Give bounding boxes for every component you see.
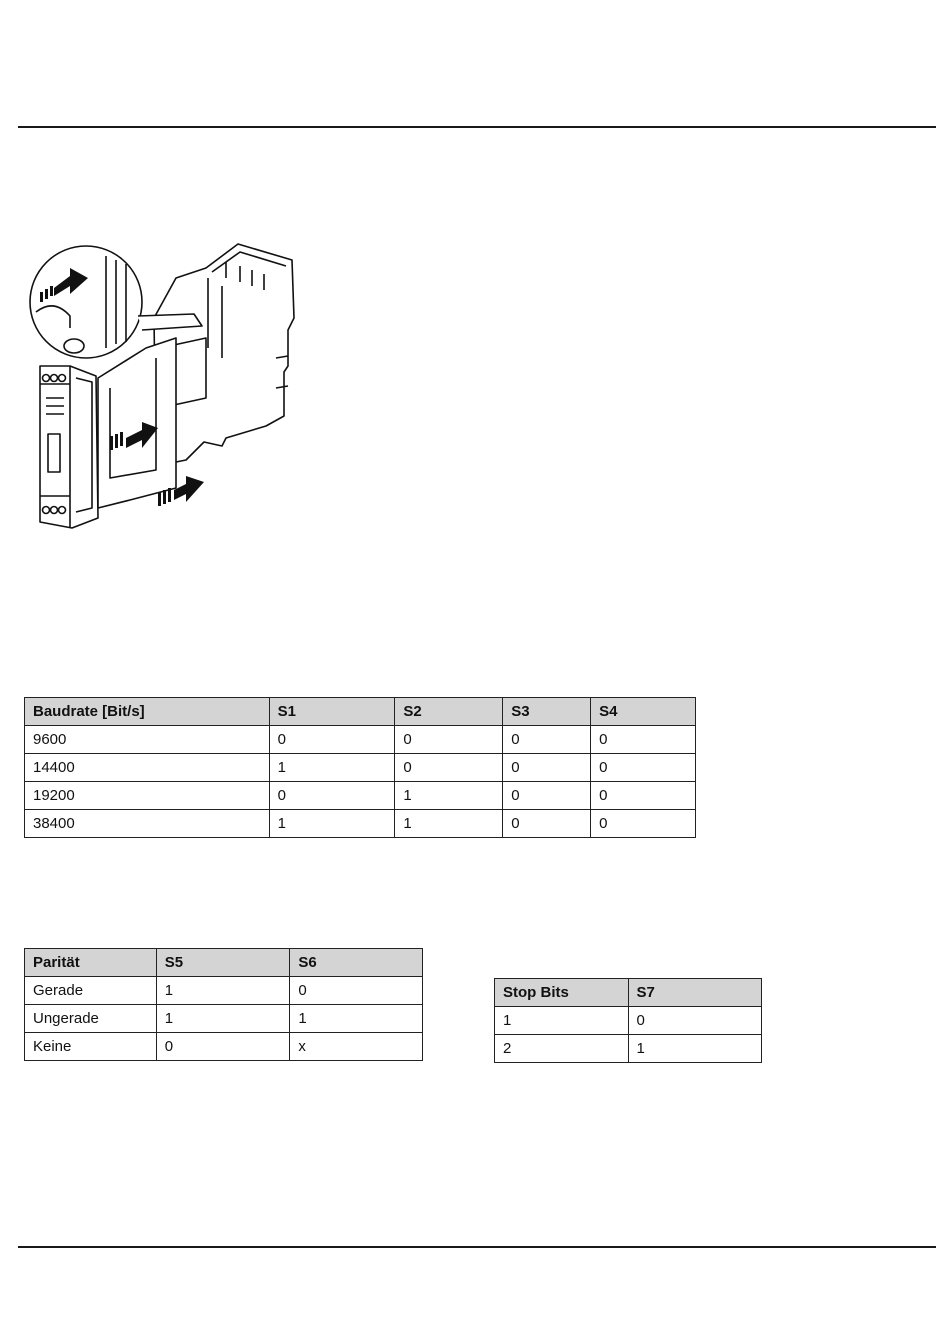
cell-s6: 1 xyxy=(290,1005,423,1033)
header-s1: S1 xyxy=(269,698,395,726)
cell-s4: 0 xyxy=(591,726,696,754)
baudrate-table xyxy=(24,697,696,838)
cell-s1: 0 xyxy=(269,782,395,810)
cell-baudrate: 19200 xyxy=(25,782,270,810)
cell-s2: 1 xyxy=(395,810,503,838)
cell-s3: 0 xyxy=(503,782,591,810)
header-s7: S7 xyxy=(628,979,761,1007)
table-row xyxy=(25,726,696,754)
cell-s4: 0 xyxy=(591,782,696,810)
header-baudrate: Baudrate [Bit/s] xyxy=(25,698,270,726)
table-row xyxy=(25,810,696,838)
cell-s2: 1 xyxy=(395,782,503,810)
cell-s3: 0 xyxy=(503,726,591,754)
cell-s2: 0 xyxy=(395,754,503,782)
cell-baudrate: 9600 xyxy=(25,726,270,754)
table-row xyxy=(25,1005,423,1033)
table-header-row xyxy=(25,698,696,726)
header-parity: Parität xyxy=(25,949,157,977)
bottom-rule xyxy=(18,1246,936,1248)
cell-s6: x xyxy=(290,1033,423,1061)
cell-s2: 0 xyxy=(395,726,503,754)
parity-table xyxy=(24,948,423,1061)
stop-bits-table xyxy=(494,978,762,1063)
header-s2: S2 xyxy=(395,698,503,726)
table-header-row xyxy=(25,949,423,977)
cell-baudrate: 38400 xyxy=(25,810,270,838)
table-row xyxy=(25,977,423,1005)
table-row xyxy=(495,1007,762,1035)
cell-s6: 0 xyxy=(290,977,423,1005)
cell-s3: 0 xyxy=(503,754,591,782)
cell-parity: Gerade xyxy=(25,977,157,1005)
housing-opening-drawing xyxy=(26,238,298,530)
table-header-row xyxy=(495,979,762,1007)
cell-baudrate: 14400 xyxy=(25,754,270,782)
cell-s5: 1 xyxy=(156,977,290,1005)
cell-s1: 0 xyxy=(269,726,395,754)
cell-parity: Ungerade xyxy=(25,1005,157,1033)
top-rule xyxy=(18,126,936,128)
table-row xyxy=(25,754,696,782)
cell-parity: Keine xyxy=(25,1033,157,1061)
cell-s5: 0 xyxy=(156,1033,290,1061)
cell-s3: 0 xyxy=(503,810,591,838)
cell-s4: 0 xyxy=(591,810,696,838)
cell-stop-bits: 2 xyxy=(495,1035,629,1063)
table-row xyxy=(495,1035,762,1063)
table-row xyxy=(25,1033,423,1061)
header-stop-bits: Stop Bits xyxy=(495,979,629,1007)
table-row xyxy=(25,782,696,810)
cell-s1: 1 xyxy=(269,754,395,782)
cell-s7: 0 xyxy=(628,1007,761,1035)
header-s4: S4 xyxy=(591,698,696,726)
header-s3: S3 xyxy=(503,698,591,726)
header-s6: S6 xyxy=(290,949,423,977)
cell-stop-bits: 1 xyxy=(495,1007,629,1035)
header-s5: S5 xyxy=(156,949,290,977)
cell-s1: 1 xyxy=(269,810,395,838)
module-housing-illustration xyxy=(26,238,298,530)
cell-s4: 0 xyxy=(591,754,696,782)
cell-s5: 1 xyxy=(156,1005,290,1033)
cell-s7: 1 xyxy=(628,1035,761,1063)
